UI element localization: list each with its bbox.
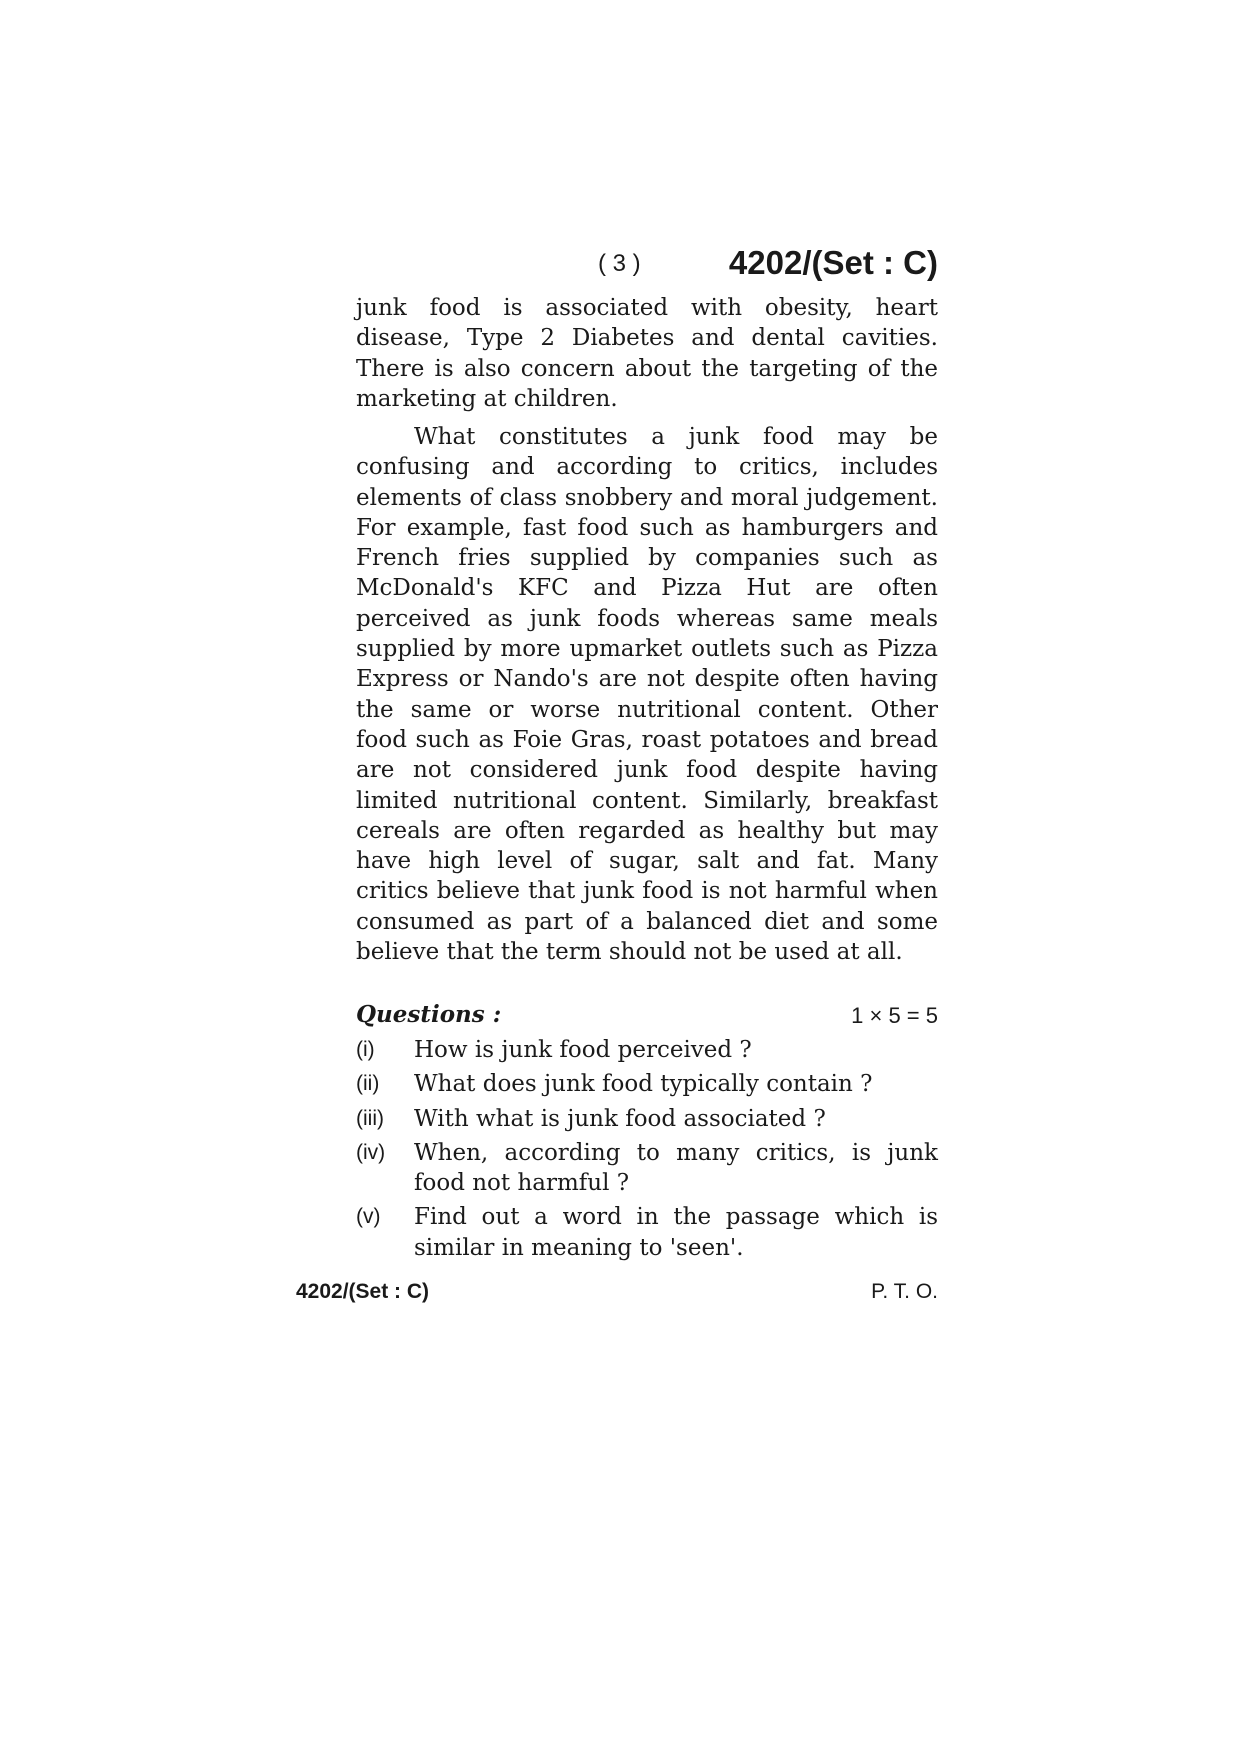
question-number: (iii) [356, 1106, 384, 1130]
questions-list [356, 1035, 938, 1267]
paragraph-text: What constitutes a junk food may be confusing and according to critics, includes elements of class snobbery and moral judgement. For example, fast food such as hamburgers and French fries supplied by companies such as McDonald's KFC and Pizza Hut are often perceived as junk foods whereas same meals supplied by more upmarket outlets such as Pizza Express or Nando's are not despite often having the same or worse nutritional content. Other food such as Foie Gras, roast potatoes and bread are not considered junk food despite having limited nutritional content. Similarly, breakfast cereals are often regarded as healthy but may have high level of sugar, salt and fat. Many critics believe that junk food is not harmful when consumed as part of a balanced diet and some believe that the term should not be used at all. [356, 424, 938, 966]
question-text: How is junk food perceived ? [414, 1037, 752, 1063]
question-number: (ii) [356, 1072, 380, 1096]
questions-heading: Questions : [356, 1001, 502, 1028]
questions-heading-row [356, 1001, 938, 1033]
passage-paragraph-1 [356, 293, 938, 414]
question-item [356, 1035, 938, 1065]
question-number: (iv) [356, 1140, 386, 1164]
marks-allocation: 1 × 5 = 5 [851, 1003, 938, 1028]
paragraph-text: junk food is associated with obesity, heart disease, Type 2 Diabetes and dental cavities. There is also concern about the targeting of the marketing at children. [356, 295, 938, 412]
page-number: ( 3 ) [598, 250, 641, 277]
paper-code-header: 4202/(Set : C) [728, 244, 938, 281]
question-text: What does junk food typically contain ? [414, 1071, 873, 1098]
paper-code-footer: 4202/(Set : C) [296, 1280, 430, 1303]
question-text: When, according to many critics, is junk food not harmful ? [414, 1139, 938, 1197]
question-text: Find out a word in the passage which is similar in meaning to 'seen'. [414, 1204, 938, 1261]
question-text: With what is junk food associated ? [414, 1105, 826, 1132]
page-footer [296, 1280, 938, 1310]
question-item [356, 1069, 938, 1099]
question-item [356, 1104, 938, 1134]
question-item [356, 1202, 938, 1263]
pto-label: P. T. O. [871, 1280, 938, 1303]
question-number: (v) [356, 1205, 381, 1229]
question-item [356, 1138, 938, 1199]
passage-paragraph-2 [356, 422, 938, 967]
page-header [356, 244, 938, 288]
question-number: (i) [356, 1038, 375, 1061]
